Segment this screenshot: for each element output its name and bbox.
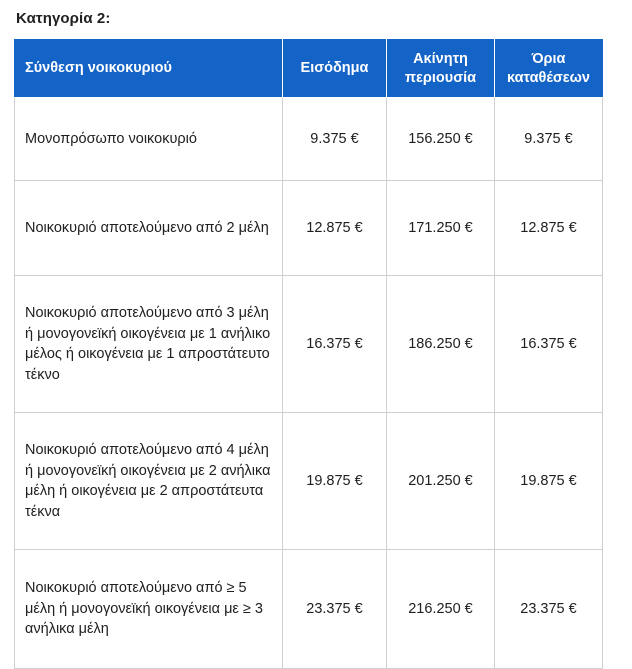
column-header-income: Εισόδημα	[283, 40, 387, 98]
table-row	[15, 98, 603, 181]
cell-deposits: 23.375 €	[495, 550, 603, 669]
cell-income: 16.375 €	[283, 276, 387, 413]
page-title: Κατηγορία 2:	[16, 10, 111, 27]
table-row	[15, 181, 603, 276]
cell-property: 216.250 €	[387, 550, 495, 669]
cell-property: 171.250 €	[387, 181, 495, 276]
cell-income: 23.375 €	[283, 550, 387, 669]
cell-household: Νοικοκυριό αποτελούμενο από 2 μέλη	[15, 181, 283, 276]
table-header	[15, 40, 603, 98]
table-body	[15, 98, 603, 669]
cell-deposits: 12.875 €	[495, 181, 603, 276]
cell-household: Νοικοκυριό αποτελούμενο από ≥ 5 μέλη ή μονογονεϊκή οικογένεια με ≥ 3 ανήλικα μέλη	[15, 550, 283, 669]
column-header-deposits: Όρια καταθέσεων	[495, 40, 603, 98]
eligibility-criteria-table	[14, 39, 603, 669]
table-row	[15, 276, 603, 413]
cell-deposits: 9.375 €	[495, 98, 603, 181]
cell-income: 19.875 €	[283, 413, 387, 550]
cell-property: 186.250 €	[387, 276, 495, 413]
cell-household: Νοικοκυριό αποτελούμενο από 4 μέλη ή μονογονεϊκή οικογένεια με 2 ανήλικα μέλη ή οικογένεια με 2 απροστάτευτα τέκνα	[15, 413, 283, 550]
cell-property: 156.250 €	[387, 98, 495, 181]
cell-deposits: 16.375 €	[495, 276, 603, 413]
cell-property: 201.250 €	[387, 413, 495, 550]
table-row	[15, 413, 603, 550]
column-header-household: Σύνθεση νοικοκυριού	[15, 40, 283, 98]
column-header-property: Ακίνητη περιουσία	[387, 40, 495, 98]
cell-household: Μονοπρόσωπο νοικοκυριό	[15, 98, 283, 181]
cell-income: 9.375 €	[283, 98, 387, 181]
cell-household: Νοικοκυριό αποτελούμενο από 3 μέλη ή μονογονεϊκή οικογένεια με 1 ανήλικο μέλος ή οικογένεια με 1 απροστάτευτο τέκνο	[15, 276, 283, 413]
table-header-row	[15, 40, 603, 98]
cell-income: 12.875 €	[283, 181, 387, 276]
cell-deposits: 19.875 €	[495, 413, 603, 550]
table-row	[15, 550, 603, 669]
